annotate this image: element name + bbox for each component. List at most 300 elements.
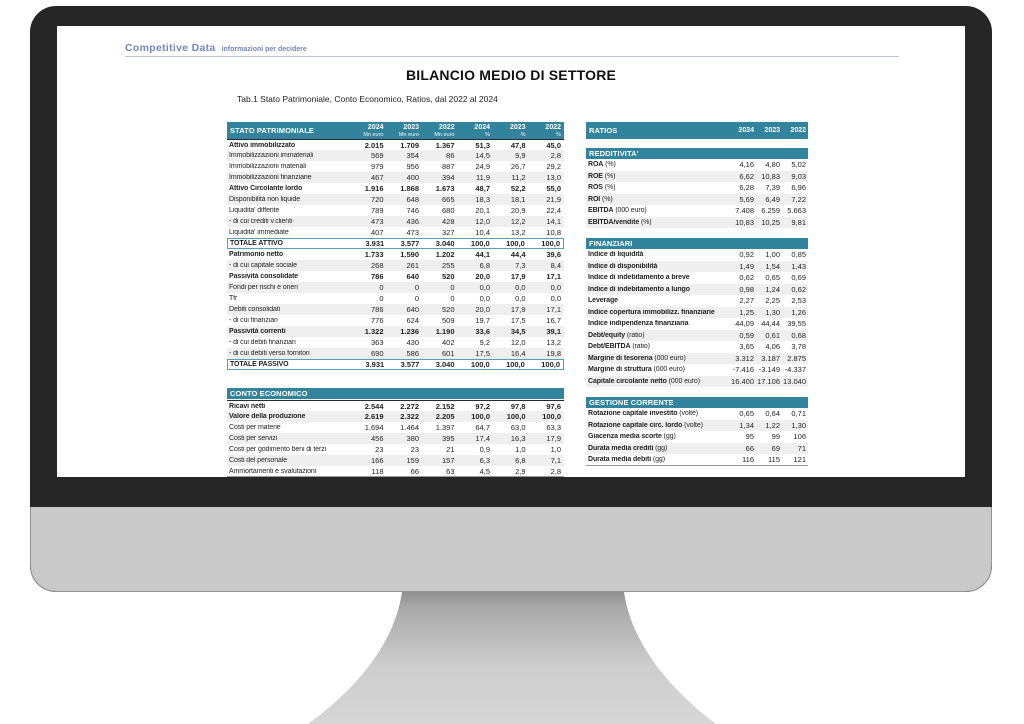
cell-value: 3.931 <box>365 360 385 369</box>
table-row <box>586 341 808 353</box>
row-label-unit: (%) <box>639 218 652 226</box>
cell-value: 2,53 <box>791 296 806 306</box>
cell-value: 776 <box>370 316 384 325</box>
table-row <box>227 194 564 205</box>
row-label: Debt/equity (ratio) <box>588 331 645 339</box>
row-label-unit: (volte) <box>677 410 698 418</box>
cell-value: 1,34 <box>739 420 754 430</box>
year-label: 2024 <box>474 123 490 131</box>
table-row <box>586 408 808 420</box>
year-label: 2022 <box>438 123 455 131</box>
row-label: Liquidita' differite <box>229 207 280 214</box>
cell-value: 400 <box>406 173 419 182</box>
cell-value: 1.397 <box>435 423 455 432</box>
cell-value: 115 <box>768 454 780 464</box>
cell-value: 100,0 <box>471 412 490 421</box>
cell-value: 1,00 <box>765 250 780 260</box>
year-label: 2023 <box>403 123 419 131</box>
table-row <box>227 400 564 411</box>
table-row <box>586 171 808 183</box>
cell-value: 1,26 <box>791 307 806 317</box>
table-row <box>586 261 808 273</box>
cell-value: 520 <box>441 272 455 281</box>
cell-value: 407 <box>370 228 384 237</box>
row-label: Costi del personale <box>229 457 288 464</box>
cell-value: 0,0 <box>515 294 526 303</box>
cell-value: 21,9 <box>546 195 561 204</box>
cell-value: 0,9 <box>479 445 490 454</box>
cell-value: 10,83 <box>735 217 754 227</box>
cell-value: 5.663 <box>787 206 806 216</box>
cell-value: 166 <box>370 456 384 465</box>
row-label-unit: (000 euro) <box>666 377 700 385</box>
table-row <box>227 411 564 422</box>
unit-label: % <box>556 131 561 138</box>
row-label: Leverage <box>588 297 618 305</box>
table-row <box>227 444 564 455</box>
unit-label: % <box>520 131 526 138</box>
cell-value: 0,59 <box>739 330 754 340</box>
row-label: Costi per godimento beni di terzi <box>229 446 327 453</box>
cell-value: 2.272 <box>400 401 419 411</box>
cell-value: 10,83 <box>761 171 780 181</box>
row-label: - di cui debiti verso fornitori <box>229 350 310 357</box>
row-label: Tfr <box>229 295 238 302</box>
cell-value: 0,92 <box>739 250 754 260</box>
ratios-section <box>586 397 808 466</box>
cell-value: 55,0 <box>546 184 561 193</box>
cell-value: 2.205 <box>435 412 455 421</box>
row-label-unit: (%) <box>602 172 616 180</box>
table-row <box>227 348 564 359</box>
cell-value: 0 <box>414 294 419 303</box>
section-header: REDDITIVITA' <box>586 148 808 159</box>
section-body <box>586 408 808 466</box>
year-column-header <box>529 122 565 139</box>
cell-value: 66 <box>410 466 419 476</box>
cell-value: 48,7 <box>475 184 490 193</box>
cell-value: 3.577 <box>400 360 420 369</box>
cell-value: 13,2 <box>546 338 561 347</box>
cell-value: 8,4 <box>550 261 561 270</box>
row-label-unit: (volte) <box>682 421 703 429</box>
cell-value: 402 <box>441 338 455 347</box>
table-row <box>586 194 808 206</box>
cell-value: 1,49 <box>739 261 754 271</box>
cell-value: 7,1 <box>550 456 561 465</box>
cell-value: -7.416 <box>732 365 754 375</box>
row-label: Attivo immobilizzato <box>229 141 296 149</box>
cell-value: 9,2 <box>479 338 490 347</box>
cell-value: 786 <box>370 272 384 281</box>
row-label: Immobilizzazioni materiali <box>229 163 307 170</box>
cell-value: 66 <box>745 443 754 453</box>
cell-value: 1.190 <box>435 327 455 336</box>
cell-value: 6,28 <box>739 183 754 193</box>
cell-value: 20,9 <box>510 206 526 215</box>
cell-value: 0,61 <box>765 330 780 340</box>
row-label-unit: (000 euro) <box>613 207 647 215</box>
table-row <box>586 318 808 330</box>
row-label: Indice di indebitamento a breve <box>588 274 690 282</box>
cell-value: 34,5 <box>510 327 526 336</box>
cell-value: 45,0 <box>546 140 561 150</box>
cell-value: 680 <box>441 206 455 215</box>
row-label: ROE (%) <box>588 172 616 180</box>
row-label-unit: (000 euro) <box>652 354 686 362</box>
cell-value: 19,7 <box>475 316 490 325</box>
cell-value: 13,0 <box>546 173 561 182</box>
year-column-header <box>493 122 529 139</box>
row-label: Margine di tesoreria (000 euro) <box>588 354 686 362</box>
cell-value: 51,3 <box>475 140 490 150</box>
cell-value: -3.149 <box>758 365 780 375</box>
cell-value: 690 <box>370 349 384 358</box>
cell-value: 71 <box>797 443 806 453</box>
row-label: ROS (%) <box>588 184 616 192</box>
cell-value: 1.590 <box>400 250 419 259</box>
cell-value: 14,5 <box>475 151 490 160</box>
conto-economico-body <box>227 400 564 477</box>
conto-economico-table <box>227 388 564 477</box>
cell-value: 640 <box>406 305 419 314</box>
cell-value: 0 <box>450 283 455 292</box>
cell-value: 0,0 <box>550 283 561 292</box>
row-label: EBITDA (000 euro) <box>588 207 647 215</box>
cell-value: 1.694 <box>364 423 384 432</box>
cell-value: 116 <box>742 454 754 464</box>
cell-value: 100,0 <box>470 239 490 248</box>
cell-value: 16,3 <box>510 434 526 443</box>
cell-value: 22,4 <box>546 206 561 215</box>
row-label: Immobilizzazioni finanziarie <box>229 174 312 181</box>
cell-value: 1,30 <box>765 307 780 317</box>
cell-value: 16.400 <box>731 376 754 386</box>
cell-value: 1,0 <box>550 445 561 454</box>
cell-value: 2.015 <box>364 140 384 150</box>
table-row <box>227 161 564 172</box>
cell-value: 0,0 <box>550 294 561 303</box>
cell-value: 11,9 <box>475 173 490 182</box>
table-row <box>227 205 564 216</box>
cell-value: 720 <box>370 195 384 204</box>
cell-value: 106 <box>793 432 806 442</box>
cell-value: 3,78 <box>791 342 806 352</box>
cell-value: 97,6 <box>546 401 561 411</box>
cell-value: 473 <box>406 228 419 237</box>
cell-value: 648 <box>406 195 419 204</box>
row-label: Durata media crediti (gg) <box>588 444 668 452</box>
row-label: Rotazione capitale circ. lordo (volte) <box>588 421 703 429</box>
table-row <box>586 217 808 229</box>
screen <box>57 26 965 477</box>
row-label: Debt/EBITDA (ratio) <box>588 343 650 351</box>
table-row <box>227 172 564 183</box>
table-row <box>586 454 808 466</box>
cell-value: 3.577 <box>400 239 420 248</box>
unit-label: Mn euro <box>363 131 384 138</box>
cell-value: 1,24 <box>765 284 780 294</box>
cell-value: 1.202 <box>435 250 455 259</box>
table-row <box>227 150 564 161</box>
table-row <box>227 315 564 326</box>
cell-value: 363 <box>370 338 384 347</box>
table-row <box>586 420 808 432</box>
cell-value: 17,5 <box>475 349 490 358</box>
cell-value: 29,2 <box>546 162 561 171</box>
table-row <box>586 330 808 342</box>
row-label-unit: (ratio) <box>625 331 645 339</box>
cell-value: 1.236 <box>400 327 419 336</box>
table-row <box>227 227 564 238</box>
cell-value: 380 <box>406 434 419 443</box>
cell-value: 601 <box>441 349 455 358</box>
table-title: CONTO ECONOMICO <box>227 388 564 399</box>
row-label: - di cui capitale sociale <box>229 262 297 269</box>
cell-value: 5,69 <box>739 194 754 204</box>
cell-value: 6,8 <box>515 456 526 465</box>
row-label: Patrimonio netto <box>229 251 284 258</box>
cell-value: 1,25 <box>739 307 754 317</box>
table-title: RATIOS <box>589 126 618 135</box>
stato-patrimoniale-body <box>227 139 564 370</box>
cell-value: 6,62 <box>739 171 754 181</box>
cell-value: 7,39 <box>765 183 780 193</box>
cell-value: 121 <box>793 454 806 464</box>
table-row <box>227 282 564 293</box>
year-label: 2022 <box>790 127 806 134</box>
cell-value: 9,03 <box>791 171 806 181</box>
cell-value: 569 <box>370 151 384 160</box>
cell-value: 2.322 <box>400 412 419 421</box>
row-label: Indice indipendenza finanziaria <box>588 320 689 328</box>
cell-value: 4,16 <box>739 160 754 170</box>
cell-value: 1.464 <box>400 423 419 432</box>
row-label: TOTALE ATTIVO <box>230 240 283 247</box>
year-label: 2023 <box>509 123 526 131</box>
cell-value: 4,06 <box>765 342 780 352</box>
cell-value: 100,0 <box>506 360 525 369</box>
cell-value: 6,49 <box>765 194 780 204</box>
row-label: Indice di indebitamento a lungo <box>588 285 690 293</box>
row-label: Indice copertura immobilizz. finanziarie <box>588 308 715 316</box>
cell-value: 16,4 <box>510 349 526 358</box>
cell-value: 1.733 <box>364 250 384 259</box>
cell-value: 268 <box>370 261 384 270</box>
cell-value: 473 <box>370 217 384 226</box>
cell-value: 0 <box>414 283 419 292</box>
cell-value: 456 <box>370 434 384 443</box>
brand-logo <box>125 38 307 56</box>
cell-value: 786 <box>370 305 384 314</box>
table-row <box>586 295 808 307</box>
cell-value: 10,25 <box>761 217 780 227</box>
cell-value: 13.040 <box>783 376 806 386</box>
cell-value: 17,1 <box>546 305 561 314</box>
table-row <box>227 422 564 433</box>
table-row <box>586 376 808 388</box>
row-label: Immobilizzazioni immateriali <box>229 152 314 159</box>
cell-value: 354 <box>406 151 419 160</box>
row-label: - di cui crediti v.clienti <box>229 218 293 225</box>
cell-value: 9,9 <box>515 151 526 160</box>
table-row <box>227 304 564 315</box>
cell-value: 3.040 <box>435 239 455 248</box>
cell-value: 0,98 <box>739 284 754 294</box>
cell-value: 395 <box>441 434 455 443</box>
cell-value: 1,0 <box>515 445 526 454</box>
table-row <box>227 260 564 271</box>
year-label: 2022 <box>545 123 561 131</box>
cell-value: 3.187 <box>761 353 780 363</box>
table-title: STATO PATRIMONIALE <box>230 126 315 135</box>
cell-value: 44,1 <box>475 250 490 259</box>
row-label: Attivo Circolante lordo <box>229 185 303 192</box>
cell-value: 1,30 <box>791 420 806 430</box>
row-label-unit: (gg) <box>651 455 665 463</box>
table-caption: Tab.1 Stato Patrimoniale, Conto Economico, Ratios, dal 2022 al 2024 <box>237 94 498 104</box>
cell-value: 12,0 <box>510 338 526 347</box>
cell-value: 10,8 <box>546 228 561 237</box>
row-label: Rotazione capitale investito (volte) <box>588 410 698 418</box>
cell-value: 0 <box>379 294 384 303</box>
cell-value: 64,7 <box>475 423 490 432</box>
cell-value: 100,0 <box>542 412 561 421</box>
ratios-panel <box>586 122 808 464</box>
brand-name: Competitive Data <box>125 42 216 54</box>
year-label: 2024 <box>367 123 384 131</box>
row-label: Ammortamenti e svalutazioni <box>229 467 317 475</box>
table-row <box>227 455 564 466</box>
cell-value: 428 <box>441 217 455 226</box>
cell-value: 159 <box>406 456 419 465</box>
cell-value: 7,3 <box>515 261 526 270</box>
row-label: Passività correnti <box>229 328 286 335</box>
row-label: Costi per materie <box>229 424 281 431</box>
cell-value: 26,7 <box>510 162 526 171</box>
cell-value: 6,3 <box>479 456 490 465</box>
table-row <box>227 433 564 444</box>
year-column-header <box>387 122 423 139</box>
cell-value: 9,81 <box>791 217 806 227</box>
cell-value: 97,2 <box>475 401 490 411</box>
cell-value: 44,4 <box>510 250 526 259</box>
cell-value: 467 <box>370 173 384 182</box>
cell-value: 7.408 <box>735 206 754 216</box>
row-label-unit: (000 euro) <box>651 366 685 374</box>
table-row <box>227 183 564 194</box>
row-label: Disponibilità non liquide <box>229 196 301 203</box>
cell-value: 118 <box>371 466 384 476</box>
cell-value: 3.312 <box>735 353 754 363</box>
table-row <box>586 431 808 443</box>
cell-value: 0,85 <box>791 250 806 260</box>
cell-value: 17.106 <box>757 376 780 386</box>
cell-value: 44,09 <box>735 319 754 329</box>
row-label: Capitale circolante netto (000 euro) <box>588 377 700 385</box>
row-label-unit: (%) <box>602 184 616 192</box>
cell-value: 746 <box>406 206 419 215</box>
cell-value: 327 <box>441 228 455 237</box>
cell-value: 586 <box>406 349 419 358</box>
row-label: Fondi per rischi e oneri <box>229 284 298 291</box>
cell-value: 0,0 <box>479 283 490 292</box>
section-body <box>586 159 808 228</box>
row-label-unit: (gg) <box>653 444 668 452</box>
cell-value: 63 <box>446 466 455 476</box>
row-label: Indice di liquidità <box>588 251 644 259</box>
row-label-unit: (ratio) <box>630 343 650 351</box>
table-row <box>227 359 564 370</box>
cell-value: 4,80 <box>765 160 780 170</box>
cell-value: 100,0 <box>506 239 525 248</box>
cell-value: 3,65 <box>739 342 754 352</box>
ratios-section <box>586 148 808 228</box>
cell-value: 0,69 <box>791 273 806 283</box>
cell-value: 21 <box>446 445 455 454</box>
cell-value: 394 <box>441 173 455 182</box>
cell-value: 16,7 <box>546 316 561 325</box>
cell-value: 956 <box>406 162 419 171</box>
row-label: Costi per servizi <box>229 435 278 442</box>
cell-value: 2.875 <box>787 353 806 363</box>
cell-value: 100,0 <box>506 412 526 421</box>
cell-value: 47,8 <box>510 140 526 150</box>
row-label-unit: (gg) <box>661 433 676 441</box>
cell-value: 17,9 <box>510 272 526 281</box>
cell-value: 23 <box>375 445 384 454</box>
cell-value: 18,3 <box>475 195 490 204</box>
cell-value: 100,0 <box>541 360 561 369</box>
cell-value: 520 <box>441 305 455 314</box>
cell-value: 100,0 <box>470 360 490 369</box>
cell-value: 39,6 <box>546 250 561 259</box>
cell-value: -4.337 <box>784 365 806 375</box>
cell-value: 12,2 <box>510 217 526 226</box>
cell-value: 6,8 <box>479 261 490 270</box>
row-label: EBITDA/vendite (%) <box>588 218 652 226</box>
year-label: 2023 <box>764 127 780 134</box>
row-label: Passività consolidate <box>229 273 299 280</box>
cell-value: 86 <box>446 151 455 160</box>
ratios-header <box>586 122 808 139</box>
cell-value: 11,2 <box>511 173 526 182</box>
table-row <box>227 337 564 348</box>
cell-value: 0,64 <box>765 409 780 419</box>
cell-value: 3.040 <box>435 360 455 369</box>
cell-value: 0,65 <box>765 273 780 283</box>
cell-value: 430 <box>406 338 419 347</box>
table-row <box>227 238 564 249</box>
table-row <box>586 182 808 194</box>
cell-value: 33,6 <box>475 327 490 336</box>
cell-value: 6,96 <box>791 183 806 193</box>
cell-value: 13,2 <box>510 228 526 237</box>
row-label: Margine di struttura (000 euro) <box>588 366 685 374</box>
cell-value: 509 <box>441 316 455 325</box>
cell-value: 17,5 <box>510 316 526 325</box>
cell-value: 52,2 <box>510 184 526 193</box>
cell-value: 1.673 <box>435 184 455 193</box>
cell-value: 23 <box>410 445 419 454</box>
cell-value: 95 <box>745 432 754 442</box>
row-label-unit: (%) <box>603 161 616 169</box>
cell-value: 44,44 <box>761 319 780 329</box>
cell-value: 0,71 <box>791 409 806 419</box>
row-label: Ricavi netti <box>229 402 266 410</box>
table-row <box>227 271 564 282</box>
page-title: BILANCIO MEDIO DI SETTORE <box>405 67 617 83</box>
